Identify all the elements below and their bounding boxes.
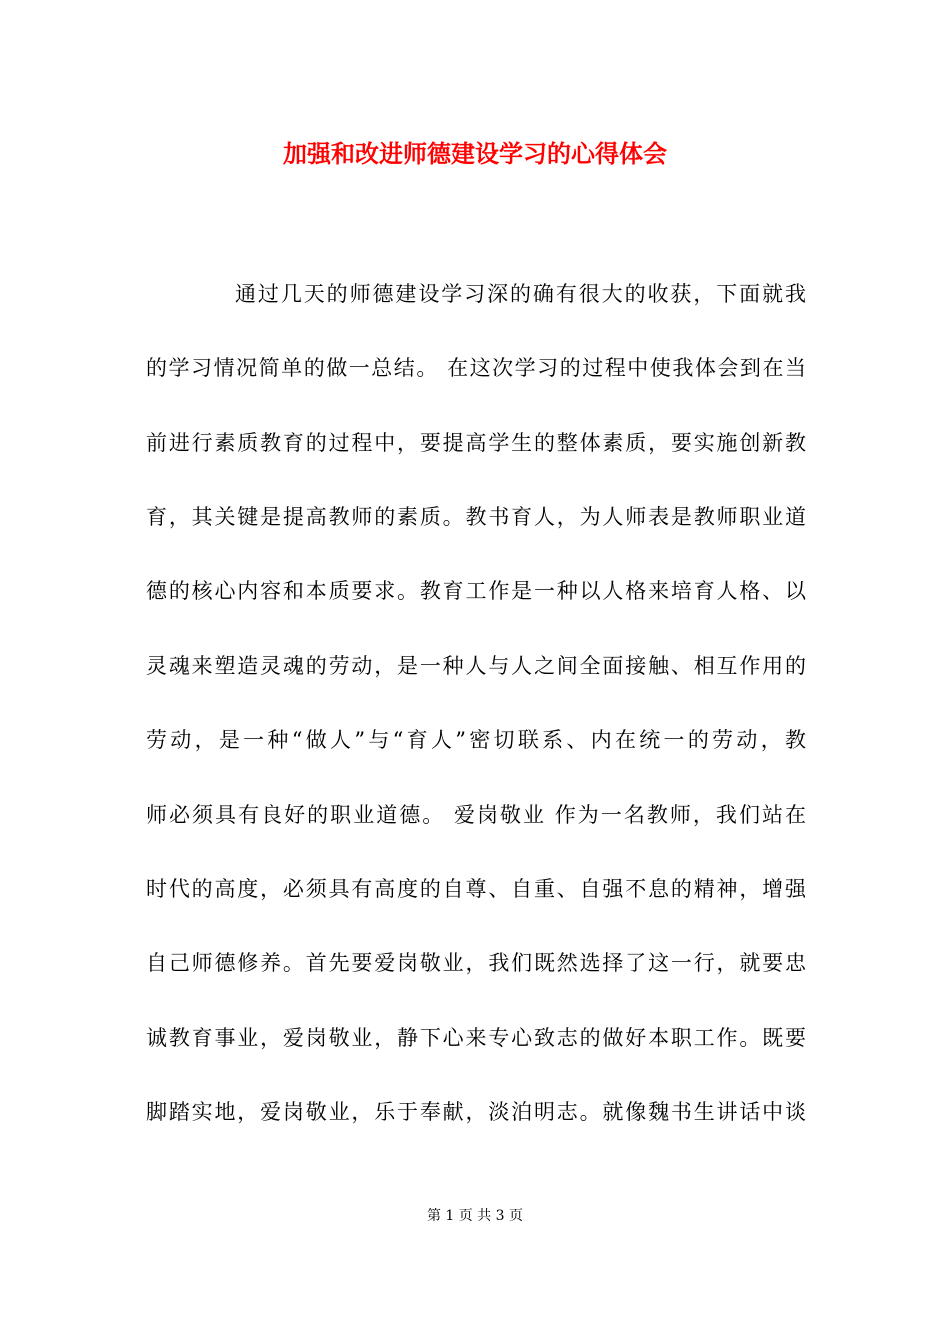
- paragraph-line: 诚教育事业，爱岗敬业，静下心来专心致志的做好本职工作。既要: [146, 1026, 806, 1050]
- paragraph-line: 脚踏实地，爱岗敬业，乐于奉献，淡泊明志。就像魏书生讲话中谈: [146, 1100, 806, 1124]
- paragraph-line: 时代的高度，必须具有高度的自尊、自重、自强不息的精神，增强: [146, 877, 806, 901]
- paragraph-line: 前进行素质教育的过程中，要提高学生的整体素质，要实施创新教: [146, 431, 806, 455]
- paragraph-line: 自己师德修养。首先要爱岗敬业，我们既然选择了这一行，就要忠: [146, 951, 806, 975]
- paragraph-line: 通过几天的师德建设学习深的确有很大的收获，下面就我: [235, 282, 806, 306]
- paragraph-line: 劳动，是一种“做人”与“育人”密切联系、内在统一的劳动，教: [146, 728, 806, 752]
- paragraph-line: 育，其关键是提高教师的素质。教书育人，为人师表是教师职业道: [146, 505, 806, 529]
- page-footer: [0, 1206, 950, 1226]
- paragraph-line: 灵魂来塑造灵魂的劳动，是一种人与人之间全面接触、相互作用的: [146, 654, 806, 678]
- paragraph-line: 师必须具有良好的职业道德。 爱岗敬业 作为一名教师，我们站在: [146, 803, 806, 827]
- paragraph-line: 德的核心内容和本质要求。教育工作是一种以人格来培育人格、以: [146, 579, 806, 603]
- page-number: 第 1 页 共 3 页: [426, 1208, 524, 1224]
- document-title: 加强和改进师德建设学习的心得体会: [283, 139, 667, 168]
- paragraph-line: 的学习情况简单的做一总结。 在这次学习的过程中使我体会到在当: [146, 356, 806, 380]
